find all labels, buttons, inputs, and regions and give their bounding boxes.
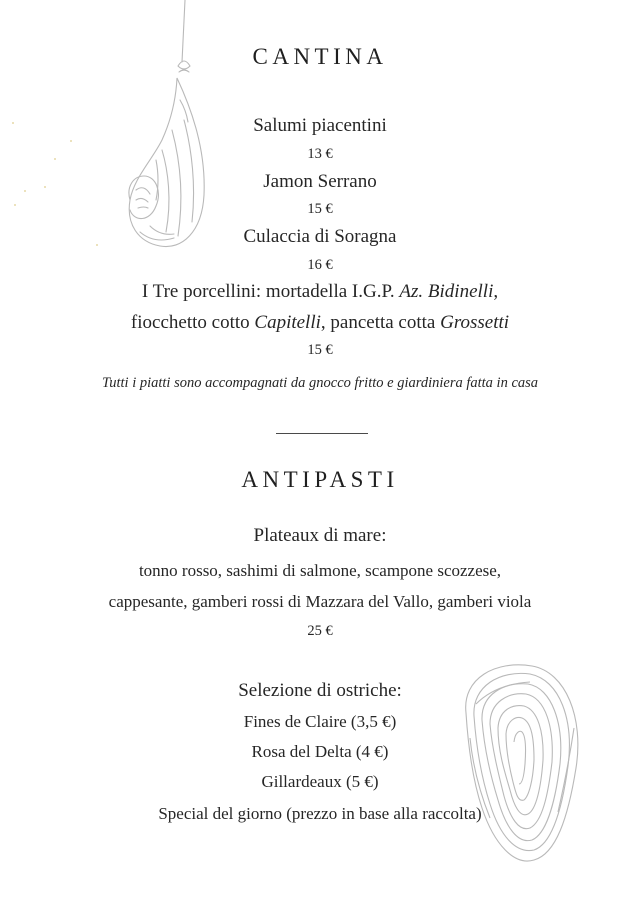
oyster-item: Fines de Claire (3,5 €)	[243, 712, 397, 731]
plateaux-heading: Plateaux di mare:	[253, 525, 387, 546]
producer-name: Capitelli	[254, 312, 321, 333]
plateaux-description: cappesante, gamberi rossi di Mazzara del Vallo, gamberi viola	[108, 592, 532, 611]
producer-name: Grossetti	[440, 312, 510, 333]
menu-item-price: 15 €	[307, 201, 333, 217]
section-title-cantina: CANTINA	[252, 44, 388, 69]
plateaux-description: tonno rosso, sashimi di salmone, scampone scozzese,	[138, 561, 502, 580]
tre-porcellini-text: , pancetta cotta	[320, 312, 441, 333]
menu-item-name: Jamon Serrano	[263, 171, 377, 192]
section-title-antipasti: ANTIPASTI	[241, 467, 399, 492]
oyster-item: Rosa del Delta (4 €)	[251, 742, 389, 761]
menu-item-name: Salumi piacentini	[253, 115, 387, 136]
producer-name: Az. Bidinelli	[399, 281, 494, 302]
section-divider	[276, 433, 368, 434]
menu-item-name: Culaccia di Soragna	[243, 226, 397, 247]
menu-item-price: 15 €	[307, 342, 333, 358]
menu-item-price: 16 €	[307, 257, 333, 273]
oyster-item: Gillardeaux (5 €)	[261, 772, 379, 791]
accompaniment-note: Tutti i piatti sono accompagnati da gnocco fritto e giardiniera fatta in casa	[101, 375, 539, 391]
punctuation: ,	[493, 281, 499, 302]
ostriche-heading: Selezione di ostriche:	[238, 680, 402, 701]
oyster-item: Special del giorno (prezzo in base alla raccolta)	[158, 804, 482, 823]
tre-porcellini-text: I Tre porcellini: mortadella I.G.P.	[141, 281, 400, 302]
menu-item-price: 13 €	[307, 146, 333, 162]
tre-porcellini-line-2	[0, 312, 640, 334]
decor-dot	[70, 140, 72, 142]
plateaux-price: 25 €	[307, 623, 333, 639]
tre-porcellini-text: fiocchetto cotto	[130, 312, 255, 333]
tre-porcellini-line-1	[0, 281, 640, 303]
